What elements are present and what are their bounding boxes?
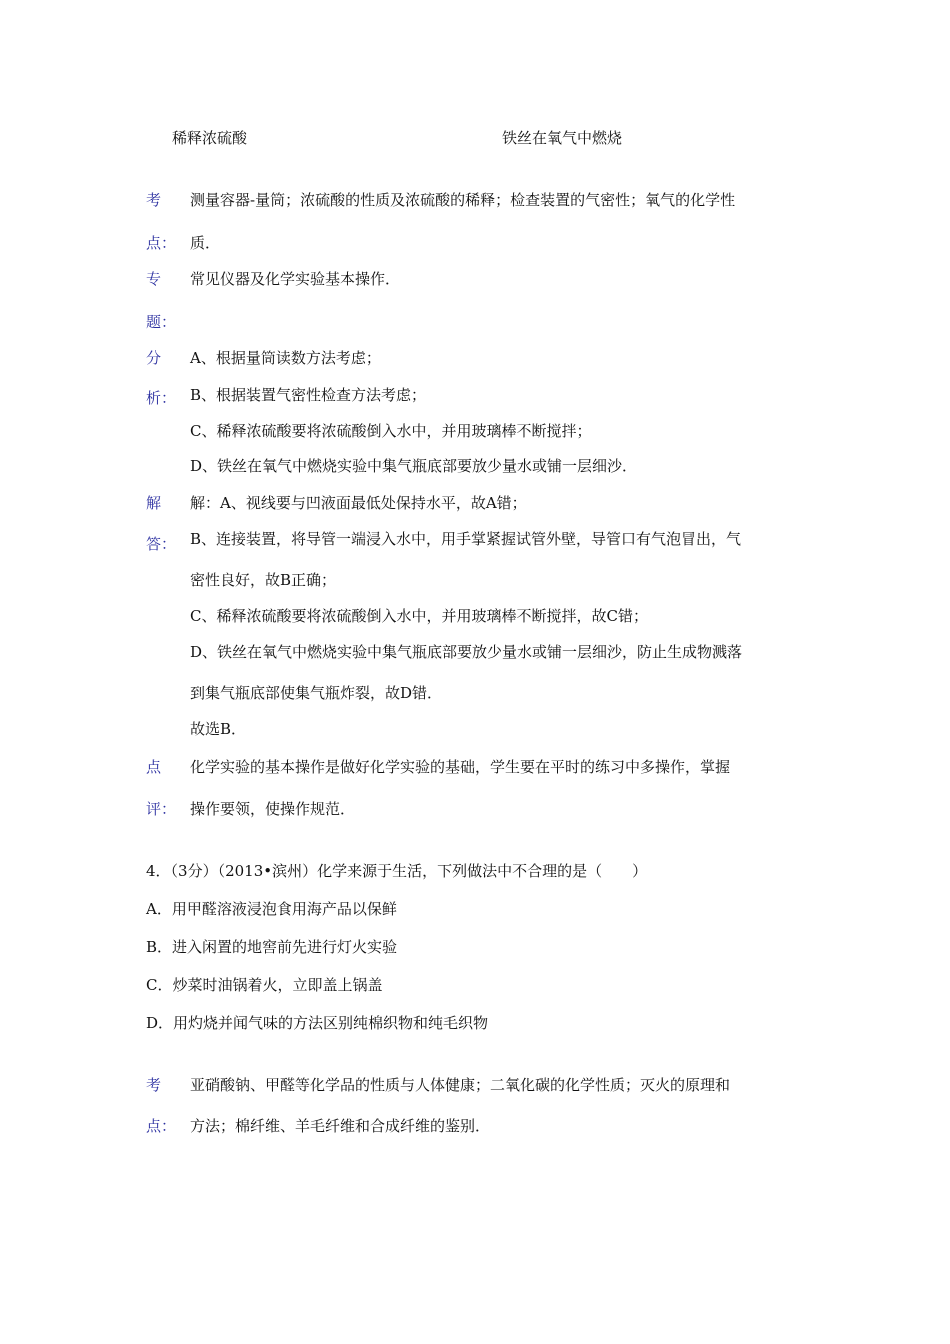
zhuanti-line-1: 常见仪器及化学实验基本操作． [190, 270, 401, 288]
fenxi-line-b: B、根据装置气密性检查方法考虑； [190, 386, 427, 404]
label-kaodian-2: 点： [146, 234, 177, 252]
label-jieda-1: 解 [146, 494, 162, 512]
option-d: D．用灼烧并闻气味的方法区别纯棉织物和纯毛织物 [146, 1014, 489, 1032]
label-fenxi-1: 分 [146, 349, 162, 367]
label-zhuanti-2: 题： [146, 313, 177, 331]
fenxi-line-d: D、铁丝在氧气中燃烧实验中集气瓶底部要放少量水或铺一层细沙． [190, 457, 638, 475]
kaodian-line-1: 测量容器-量筒；浓硫酸的性质及浓硫酸的稀释；检查装置的气密性；氧气的化学性 [190, 191, 736, 209]
label-q4-kaodian-2: 点： [146, 1117, 177, 1135]
fenxi-line-a: A、根据量筒读数方法考虑； [190, 349, 381, 367]
dianping-line-1: 化学实验的基本操作是做好化学实验的基础，学生要在平时的练习中多操作，掌握 [190, 758, 731, 776]
label-dianping-2: 评： [146, 800, 177, 818]
jieda-line-2: B、连接装置，将导管一端浸入水中，用手掌紧握试管外壁，导管口有气泡冒出，气 [190, 530, 742, 548]
option-a: A．用甲醛溶液浸泡食用海产品以保鲜 [146, 900, 397, 918]
question-4-stem: 4．（3分）（2013•滨州）化学来源于生活，下列做法中不合理的是（ ） [146, 862, 648, 880]
option-b: B．进入闲置的地窖前先进行灯火实验 [146, 938, 398, 956]
label-fenxi-2: 析： [146, 389, 177, 407]
jieda-line-1: 解：A、视线要与凹液面最低处保持水平，故A错； [190, 494, 527, 512]
option-c: C．炒菜时油锅着火，立即盖上锅盖 [146, 976, 383, 994]
jieda-line-4: C、稀释浓硫酸要将浓硫酸倒入水中，并用玻璃棒不断搅拌，故C错； [190, 607, 648, 625]
label-dianping-1: 点 [146, 758, 162, 776]
label-q4-kaodian-1: 考 [146, 1076, 162, 1094]
jieda-line-5: D、铁丝在氧气中燃烧实验中集气瓶底部要放少量水或铺一层细沙，防止生成物溅落 [190, 643, 743, 661]
jieda-line-3: 密性良好，故B正确； [190, 571, 337, 589]
label-zhuanti-1: 专 [146, 270, 162, 288]
label-kaodian-1: 考 [146, 191, 162, 209]
jieda-line-6: 到集气瓶底部使集气瓶炸裂，故D错． [190, 684, 443, 702]
q4-kaodian-line-1: 亚硝酸钠、甲醛等化学品的性质与人体健康；二氧化碳的化学性质；灭火的原理和 [190, 1076, 731, 1094]
jieda-line-7: 故选B． [190, 720, 247, 738]
dianping-line-2: 操作要领，使操作规范． [190, 800, 356, 818]
label-jieda-2: 答： [146, 535, 177, 553]
fenxi-line-c: C、稀释浓硫酸要将浓硫酸倒入水中，并用玻璃棒不断搅拌； [190, 422, 592, 440]
q4-kaodian-line-2: 方法；棉纤维、羊毛纤维和合成纤维的鉴别． [190, 1117, 491, 1135]
kaodian-line-2: 质． [190, 234, 221, 252]
caption-iron-burning-oxygen: 铁丝在氧气中燃烧 [502, 129, 623, 147]
caption-dilute-sulfuric-acid: 稀释浓硫酸 [172, 129, 248, 147]
